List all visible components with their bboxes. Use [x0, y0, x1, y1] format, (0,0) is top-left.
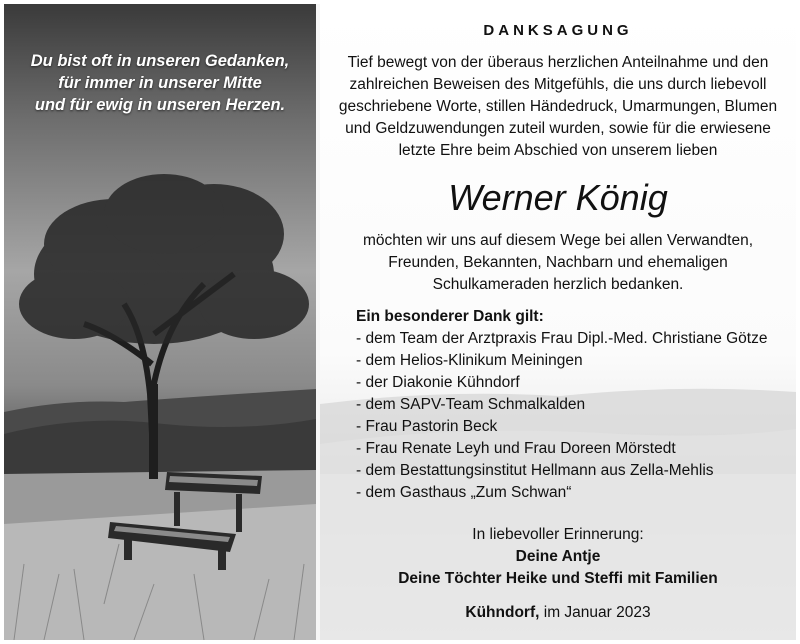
list-item: - dem Team der Arztpraxis Frau Dipl.-Med. Christiane Götze [356, 330, 768, 347]
intro-paragraph [320, 52, 796, 162]
place-town: Kühndorf, [465, 604, 540, 621]
closing-signature [320, 524, 796, 590]
deceased-name: Werner König [448, 177, 668, 218]
list-item: - der Diakonie Kühndorf [356, 374, 520, 391]
thanks-line: Schulkameraden herzlich bedanken. [432, 276, 684, 293]
signature-line: Deine Töchter Heike und Steffi mit Familien [398, 570, 718, 587]
memorial-quote [4, 50, 316, 116]
quote-line: und für ewig in unseren Herzen. [34, 96, 286, 114]
intro-line: geschriebene Worte, stillen Händedruck, Umarmungen, Blumen [338, 98, 778, 115]
list-item: - Frau Pastorin Beck [356, 418, 498, 435]
quote-line: Du bist oft in unseren Gedanken, [30, 52, 290, 70]
special-thanks-list [356, 306, 786, 504]
list-item: - dem Bestattungsinstitut Hellmann aus Zella-Mehlis [356, 462, 714, 479]
list-item: - dem Helios-Klinikum Meiningen [356, 352, 583, 369]
obituary-card [4, 4, 796, 640]
intro-line: zahlreichen Beweisen des Mitgefühls, die uns durch liebevoll [349, 76, 767, 93]
thanks-line: Freunden, Bekannten, Nachbarn und ehemaligen [388, 254, 728, 271]
memorial-photo [4, 4, 316, 640]
intro-line: letzte Ehre beim Abschied von unserem lieben [398, 142, 718, 159]
thanks-paragraph [320, 230, 796, 296]
quote-line: für immer in unserer Mitte [58, 74, 262, 92]
list-item: - Frau Renate Leyh und Frau Doreen Mörstedt [356, 440, 676, 457]
list-item: - dem SAPV-Team Schmalkalden [356, 396, 586, 413]
text-panel [320, 4, 796, 640]
memory-line: In liebevoller Erinnerung: [472, 526, 644, 543]
thanks-line: möchten wir uns auf diesem Wege bei allen Verwandten, [362, 232, 754, 249]
place-date: im Januar 2023 [543, 604, 651, 621]
intro-line: Tief bewegt von der überaus herzlichen Anteilnahme und den [347, 54, 769, 71]
signature-line: Deine Antje [515, 548, 601, 565]
page-title: DANKSAGUNG [483, 22, 633, 39]
place-and-date [320, 604, 796, 622]
list-item: - dem Gasthaus „Zum Schwan“ [356, 484, 572, 501]
special-thanks-title: Ein besonderer Dank gilt: [356, 308, 544, 325]
intro-line: und Geldzuwendungen zuteil wurden, sowie für die erwiesene [345, 120, 771, 137]
